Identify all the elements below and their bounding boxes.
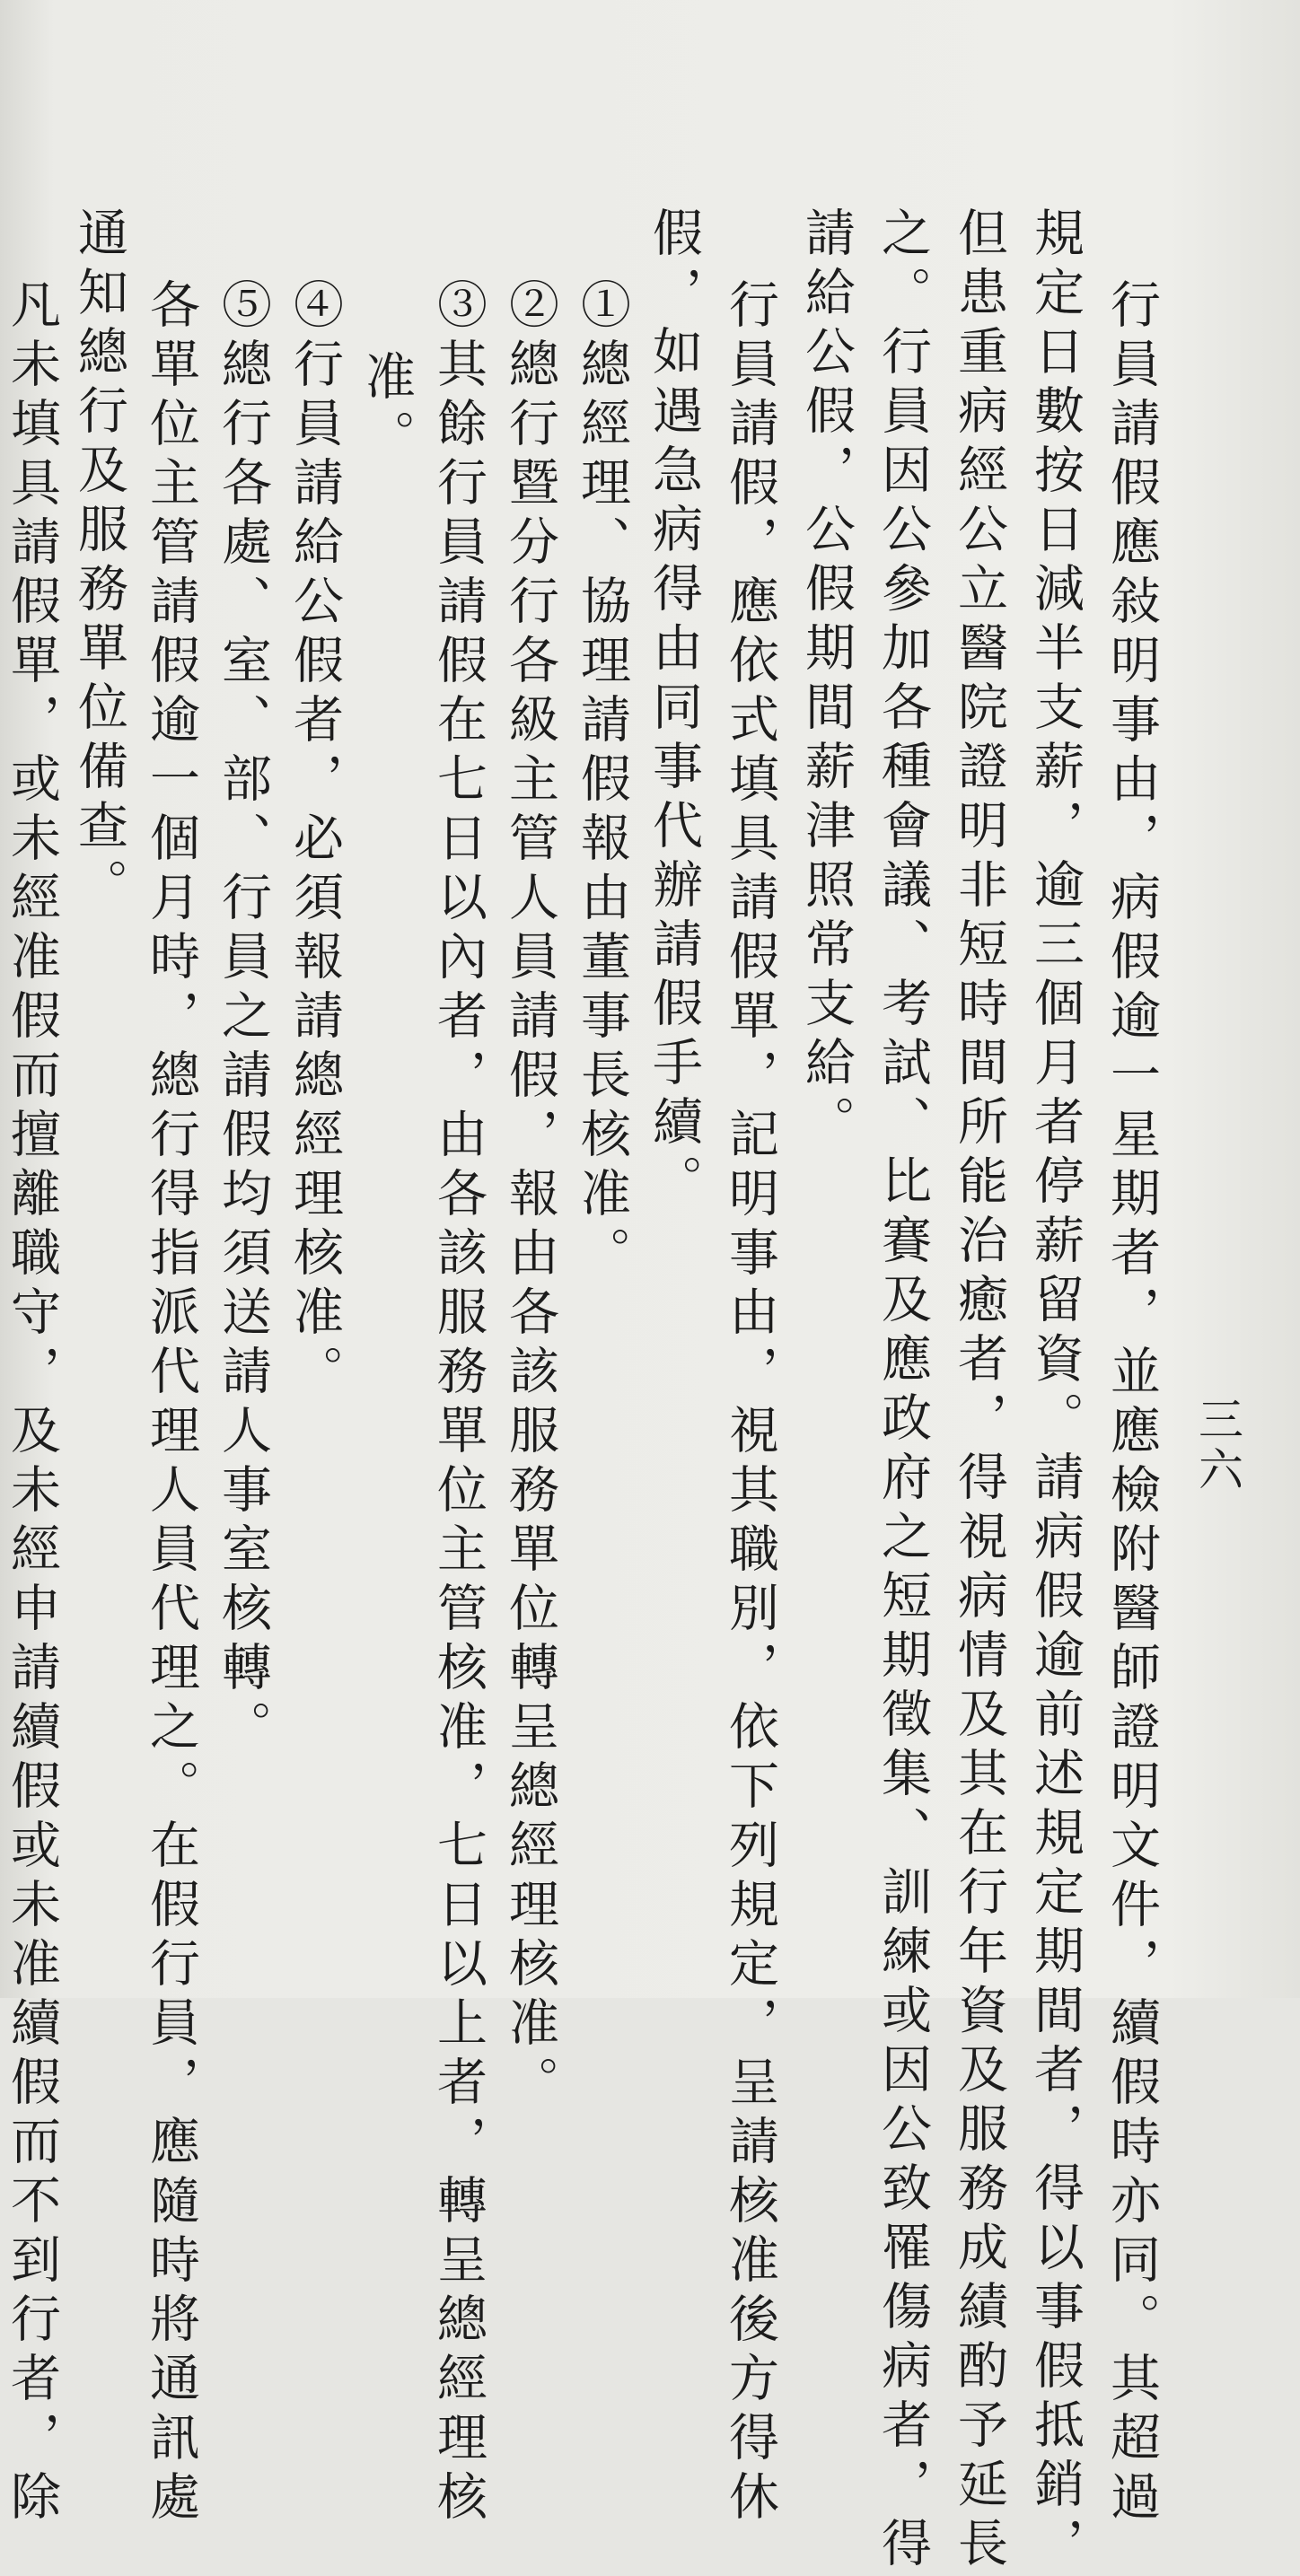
text-column-5: 請給公假，公假期間薪津照常支給。	[797, 206, 856, 1154]
text-column-10: ③其餘行員請假在七日以內者，由各該服務單位主管核准，七日以上者，轉呈總經理核	[429, 278, 488, 2529]
text-column-12: ④行員請給公假者，必須報請總經理核准。	[285, 278, 344, 1404]
text-column-2: 規定日數按日減半支薪，逾三個月者停薪留資。請病假逾前述規定期間者，得以事假抵銷，	[1026, 206, 1085, 2576]
text-column-13: ⑤總行各處、室、部、行員之請假均須送請人事室核轉。	[214, 278, 272, 1759]
text-column-11: 准。	[357, 350, 416, 469]
text-column-6: 行員請假，應依式填具請假單，記明事由，視其職別，依下列規定，呈請核准後方得休	[721, 278, 779, 2529]
text-column-8: ①總經理、協理請假報由董事長核准。	[573, 278, 631, 1285]
text-column-4: 之。行員因公參加各種會議、考試、比賽及應政府之短期徵集、訓練或因公致罹傷病者，得	[874, 206, 932, 2576]
text-column-15: 通知總行及服務單位備查。	[70, 206, 128, 917]
text-column-1: 行員請假應敍明事由，病假逾一星期者，並應檢附醫師證明文件，續假時亦同。其超過	[1102, 278, 1161, 2529]
text-column-3: 但患重病經公立醫院證明非短時間所能治癒者，得視病情及其在行年資及服務成績酌予延長	[950, 206, 1008, 2576]
text-column-9: ②總行暨分行各級主管人員請假，報由各該服務單位轉呈總經理核准。	[501, 278, 559, 2115]
text-column-7: 假，如遇急病得由同事代辦請假手續。	[645, 206, 703, 1214]
page-number: 三六	[1191, 1396, 1243, 1496]
text-column-16: 凡未填具請假單，或未經准假而擅離職守，及未經申請續假或未准續假而不到行者，除	[3, 278, 61, 2529]
text-column-14: 各單位主管請假逾一個月時，總行得指派代理人員代理之。在假行員，應隨時將通訊處	[142, 278, 200, 2529]
